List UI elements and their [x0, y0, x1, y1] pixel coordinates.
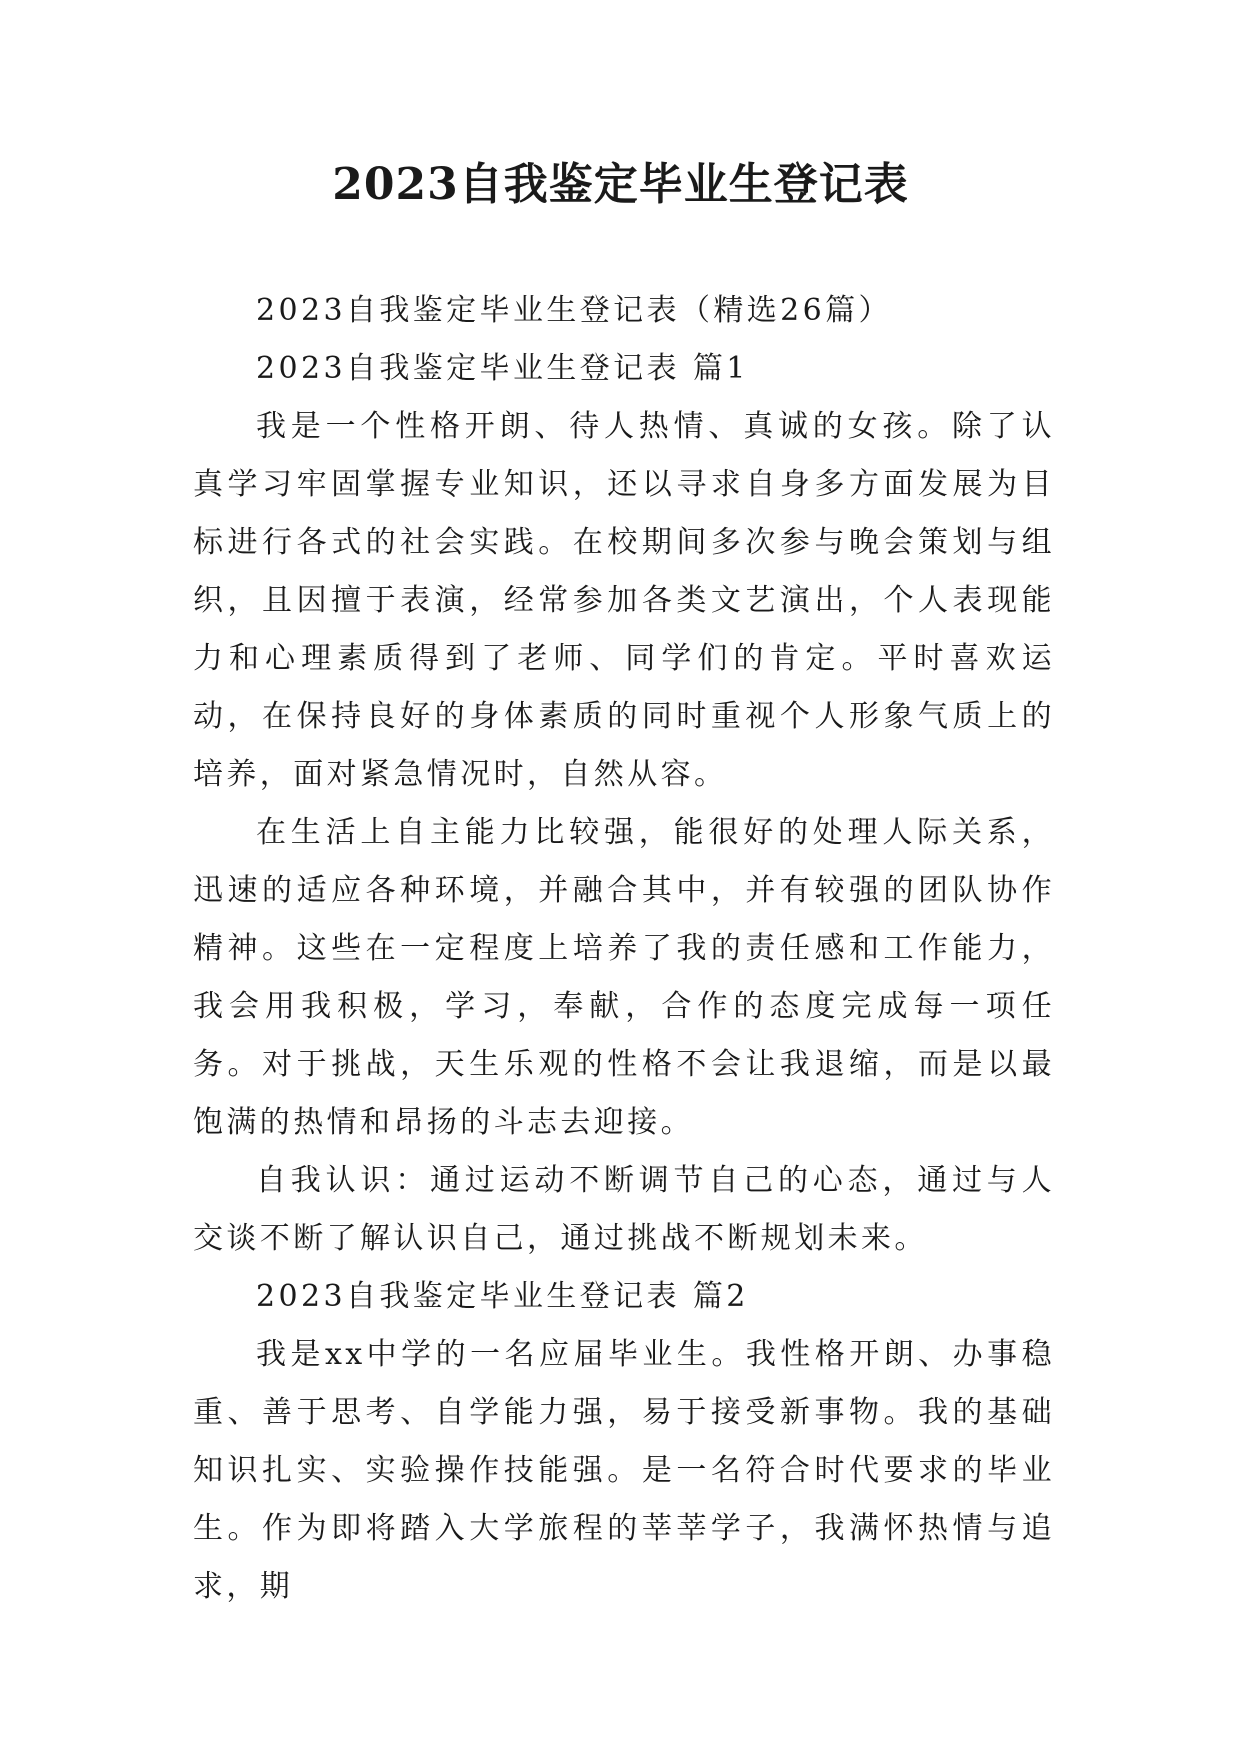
paragraph-intro: 2023自我鉴定毕业生登记表（精选26篇）	[256, 293, 892, 328]
section-heading-1: 2023自我鉴定毕业生登记表 篇1	[256, 351, 749, 386]
document-body	[193, 282, 1055, 1616]
paragraph: 在生活上自主能力比较强，能很好的处理人际关系，迅速的适应各种环境，并融合其中，并有较强的团队协作精神。这些在一定程度上培养了我的责任感和工作能力，我会用我积极，学习，奉献，合作的态度完成每一项任务。对于挑战，天生乐观的性格不会让我退缩，而是以最饱满的热情和昂扬的斗志去迎接。	[193, 815, 1055, 1140]
section-heading-2: 2023自我鉴定毕业生登记表 篇2	[256, 1279, 749, 1314]
document-title: 2023自我鉴定毕业生登记表	[332, 159, 909, 210]
paragraph: 我是一个性格开朗、待人热情、真诚的女孩。除了认真学习牢固掌握专业知识，还以寻求自身多方面发展为目标进行各式的社会实践。在校期间多次参与晚会策划与组织，且因擅于表演，经常参加各类文艺演出，个人表现能力和心理素质得到了老师、同学们的肯定。平时喜欢运动，在保持良好的身体素质的同时重视个人形象气质上的培养，面对紧急情况时，自然从容。	[193, 409, 1055, 792]
paragraph: 我是xx中学的一名应届毕业生。我性格开朗、办事稳重、善于思考、自学能力强，易于接受新事物。我的基础知识扎实、实验操作技能强。是一名符合时代要求的毕业生。作为即将踏入大学旅程的莘莘学子，我满怀热情与追求，期	[193, 1337, 1055, 1604]
paragraph: 自我认识：通过运动不断调节自己的心态，通过与人交谈不断了解认识自己，通过挑战不断规划未来。	[193, 1163, 1055, 1256]
